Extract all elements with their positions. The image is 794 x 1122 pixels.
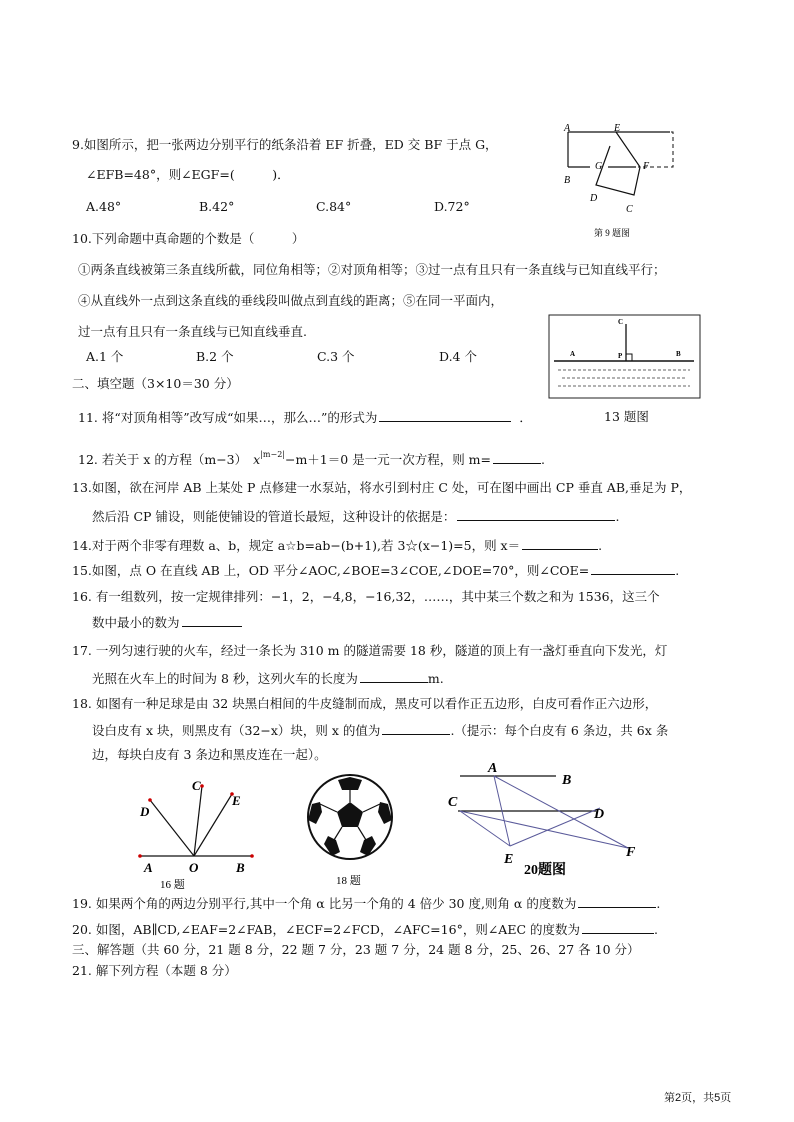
q9-line1: 9.如图所示，把一张两边分别平行的纸条沿着 EF 折叠，ED 交 BF 于点 G， bbox=[72, 137, 498, 152]
fig20-label-a: A bbox=[488, 761, 498, 776]
q10-line4: 过一点有且只有一条直线与已知直线垂直. bbox=[78, 324, 307, 339]
fig20-label-d: D bbox=[594, 807, 605, 822]
q13-answer-blank[interactable] bbox=[457, 508, 615, 521]
q10-option-b: B.2 个 bbox=[196, 349, 234, 364]
q18-line2a: 设白皮有 x 块，则黑皮有（32−x）块，则 x 的值为 bbox=[92, 723, 381, 738]
q20-answer-blank[interactable] bbox=[582, 921, 654, 934]
q16-line2 bbox=[92, 614, 242, 631]
q9-option-b: B.42° bbox=[199, 199, 235, 214]
q14-text: 14.对于两个非零有理数 a、b，规定 a☆b=ab−(b+1),若 3☆(x−1)=5，则 x＝ bbox=[72, 538, 521, 553]
q19-tail: . bbox=[656, 896, 661, 911]
q16-line2-text: 数中最小的数为 bbox=[92, 615, 180, 630]
q13-label-a: A bbox=[570, 350, 576, 358]
q12-pre: 12. 若关于 x 的方程（m−3） bbox=[78, 452, 248, 467]
q9-label-c: C bbox=[626, 204, 633, 215]
q12-tail: . bbox=[541, 452, 545, 467]
q9-caption: 第 9 题图 bbox=[594, 228, 631, 238]
q9-option-c: C.84° bbox=[316, 199, 352, 214]
q18-answer-blank[interactable] bbox=[382, 722, 450, 735]
q9-figure bbox=[558, 122, 688, 240]
fig20-label-b: B bbox=[562, 773, 572, 788]
q17-line1: 17. 一列匀速行驶的火车，经过一条长为 310 m 的隧道需要 18 秒，隧道的顶上有一盏灯垂直向下发光，灯 bbox=[72, 643, 668, 658]
q10-option-d: D.4 个 bbox=[439, 349, 477, 364]
q9-label-b: B bbox=[564, 175, 571, 186]
q17-line2 bbox=[92, 670, 444, 687]
fig20-label-e: E bbox=[504, 852, 514, 867]
q19-answer-blank[interactable] bbox=[578, 895, 656, 908]
q10-line2: ①两条直线被第三条直线所截，同位角相等；②对顶角相等；③过一点有且只有一条直线与已知直线平行； bbox=[78, 262, 666, 277]
q13-label-p: P bbox=[618, 352, 623, 360]
fig16 bbox=[136, 772, 256, 892]
q9-label-g: G bbox=[595, 161, 603, 172]
q12-post: −m＋1＝0 是一元一次方程，则 m= bbox=[284, 452, 491, 467]
fig16-label-d: D bbox=[140, 804, 150, 819]
fig20 bbox=[446, 756, 646, 884]
q13-line2 bbox=[92, 508, 619, 525]
q14-tail: . bbox=[598, 538, 603, 553]
q15-answer-blank[interactable] bbox=[591, 562, 675, 575]
q20 bbox=[72, 921, 658, 938]
fig16-caption: 16 题 bbox=[160, 879, 185, 891]
q9-line2: ∠EFB=48°，则∠EGF=( )． bbox=[86, 167, 290, 182]
fig16-label-o: O bbox=[189, 860, 199, 875]
q13-line1: 13.如图，欲在河岸 AB 上某处 P 点修建一水泵站，将水引到村庄 C 处，可在图中画出 CP 垂直 AB,垂足为 P， bbox=[72, 480, 692, 495]
q13-figure bbox=[548, 314, 702, 400]
fig20-label-f: F bbox=[626, 845, 636, 860]
q20-text: 20. 如图，AB∥CD,∠EAF=2∠FAB，∠ECF=2∠FCD，∠AFC=16°，则∠AEC 的度数为 bbox=[72, 922, 580, 937]
fig13-caption: 13 题图 bbox=[604, 409, 649, 424]
q9-option-d: D.72° bbox=[434, 199, 470, 214]
fig16-label-e: E bbox=[232, 793, 241, 808]
fig18-caption: 18 题 bbox=[336, 875, 361, 887]
q11-text: 11. 将“对顶角相等”改写成“如果…，那么…”的形式为 bbox=[78, 410, 378, 425]
q9-label-f: F bbox=[643, 161, 650, 172]
q9-label-e: E bbox=[614, 123, 621, 134]
q10-line3: ④从直线外一点到这条直线的垂线段叫做点到直线的距离；⑤在同一平面内， bbox=[78, 293, 504, 308]
q13-label-b: B bbox=[676, 350, 681, 358]
q12-x: x bbox=[253, 452, 261, 467]
q12-answer-blank[interactable] bbox=[493, 451, 541, 464]
q17-line2-text: 光照在火车上的时间为 8 秒，这列火车的长度为 bbox=[92, 671, 358, 686]
q9-label-a: A bbox=[564, 123, 571, 134]
fig16-label-a: A bbox=[144, 860, 153, 875]
q13-tail: . bbox=[615, 509, 620, 524]
q12-exponent: |m−2| bbox=[260, 450, 285, 459]
fig20-caption: 20题图 bbox=[524, 863, 566, 878]
fig16-label-c: C bbox=[192, 778, 201, 793]
q18-line2 bbox=[92, 722, 668, 739]
q9-label-d: D bbox=[590, 193, 598, 204]
section-2-title: 二、填空题（3×10＝30 分） bbox=[72, 376, 239, 391]
q12 bbox=[78, 447, 545, 468]
q11 bbox=[78, 409, 532, 426]
q13-label-c: C bbox=[618, 318, 624, 326]
q18-line2b: .（提示：每个白皮有 6 条边，共 6x 条 bbox=[450, 723, 669, 738]
q18-line3: 边，每块白皮有 3 条边和黑皮连在一起）。 bbox=[92, 747, 327, 762]
q11-answer-blank[interactable] bbox=[379, 409, 511, 422]
q21: 21. 解下列方程（本题 8 分） bbox=[72, 963, 237, 978]
fig20-label-c: C bbox=[448, 795, 458, 810]
q17-answer-blank[interactable] bbox=[360, 670, 428, 683]
fig16-label-b: B bbox=[236, 860, 245, 875]
q18-line1: 18. 如图有一种足球是由 32 块黑白相间的牛皮缝制而成，黑皮可以看作正五边形，白皮可看作正六边形， bbox=[72, 696, 658, 711]
q20-tail: . bbox=[653, 922, 658, 937]
q14-answer-blank[interactable] bbox=[522, 537, 598, 550]
q16-line1: 16. 有一组数列，按一定规律排列：−1，2，−4,8，−16,32，……，其中某三个数之和为 1536，这三个 bbox=[72, 589, 660, 604]
q10-option-c: C.3 个 bbox=[317, 349, 355, 364]
q16-answer-blank[interactable] bbox=[182, 614, 242, 627]
section-3-title: 三、解答题（共 60 分，21 题 8 分，22 题 7 分，23 题 7 分，24 题 8 分，25、26、27 各 10 分） bbox=[72, 942, 640, 957]
q13-line2-text: 然后沿 CP 铺设，则能使铺设的管道长最短，这种设计的依据是： bbox=[92, 509, 456, 524]
fig18 bbox=[300, 772, 400, 892]
q15-tail: . bbox=[675, 563, 680, 578]
page-footer: 第2页，共5页 bbox=[664, 1092, 732, 1104]
q10-line1: 10.下列命题中真命题的个数是（ ） bbox=[72, 231, 305, 246]
q15-text: 15.如图，点 O 在直线 AB 上，OD 平分∠AOC,∠BOE=3∠COE,∠DOE=70°，则∠COE= bbox=[72, 563, 590, 578]
q15 bbox=[72, 562, 679, 579]
q19-text: 19. 如果两个角的两边分别平行,其中一个角 α 比另一个角的 4 倍少 30 度,则角 α 的度数为 bbox=[72, 896, 577, 911]
q10-option-a: A.1 个 bbox=[86, 349, 124, 364]
q11-tail: ． bbox=[519, 410, 532, 425]
q14 bbox=[72, 537, 602, 554]
q17-tail: m. bbox=[427, 671, 444, 686]
q9-option-a: A.48° bbox=[86, 199, 122, 214]
q19 bbox=[72, 895, 660, 912]
